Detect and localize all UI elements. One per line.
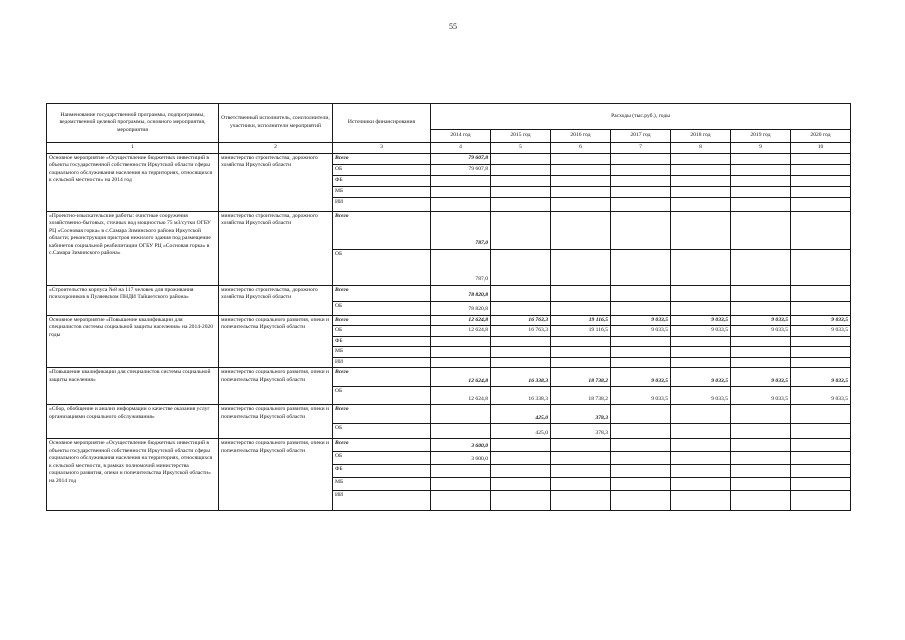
activity-name: «Повышение квалификации для специалистов системы социальной защиты населения» bbox=[47, 368, 219, 405]
funding-source: ФБ bbox=[333, 175, 431, 186]
amount-cell: 16 763,3 bbox=[491, 326, 551, 337]
amount-cell bbox=[731, 285, 791, 301]
table-row bbox=[47, 405, 851, 424]
amount-cell: 9 033,5 bbox=[671, 368, 731, 387]
amount-cell: 79 607,8 bbox=[431, 153, 491, 164]
amount-cell bbox=[611, 424, 671, 439]
amount-cell bbox=[671, 336, 731, 347]
amount-cell bbox=[731, 336, 791, 347]
amount-cell: 9 033,5 bbox=[611, 326, 671, 337]
header-expenses: Расходы (тыс.руб.), годы bbox=[431, 104, 851, 130]
column-index-4: 4 bbox=[431, 143, 491, 154]
amount-cell bbox=[491, 211, 551, 249]
amount-cell bbox=[551, 439, 611, 452]
amount-cell bbox=[791, 357, 851, 368]
amount-cell bbox=[791, 249, 851, 285]
amount-cell bbox=[671, 197, 731, 211]
amount-cell bbox=[791, 478, 851, 491]
amount-cell: 12 624,8 bbox=[431, 387, 491, 405]
funding-source: Всего bbox=[333, 405, 431, 424]
amount-cell bbox=[611, 347, 671, 358]
activity-name: Основное мероприятие «Осуществление бюджетных инвестиций в объекты государственной собственности Иркутской области сферы социального обслуживания населения на территориях, относящихся к сельской местности, в рамках полномочий министерства социального развития, опеки и попечительства Иркутской области» на 2014 год bbox=[47, 439, 219, 511]
funding-source: ОБ bbox=[333, 249, 431, 285]
amount-cell: 16 338,3 bbox=[491, 387, 551, 405]
amount-cell bbox=[671, 175, 731, 186]
amount-cell bbox=[431, 491, 491, 511]
amount-cell bbox=[551, 347, 611, 358]
amount-cell bbox=[491, 357, 551, 368]
amount-cell bbox=[671, 491, 731, 511]
table-body bbox=[47, 153, 851, 511]
executor: министерство строительства, дорожного хозяйства Иркутской области bbox=[219, 153, 333, 211]
table-row bbox=[47, 285, 851, 301]
column-index-row bbox=[47, 143, 851, 154]
amount-cell bbox=[431, 186, 491, 197]
amount-cell bbox=[791, 405, 851, 424]
amount-cell bbox=[551, 301, 611, 315]
amount-cell bbox=[671, 249, 731, 285]
amount-cell bbox=[791, 186, 851, 197]
amount-cell bbox=[671, 186, 731, 197]
amount-cell: 18 738,2 bbox=[551, 368, 611, 387]
amount-cell bbox=[731, 357, 791, 368]
column-index-8: 8 bbox=[671, 143, 731, 154]
amount-cell bbox=[671, 478, 731, 491]
activity-name: «Сбор, обобщение и анализ информации о качестве оказания услуг организациями социального обслуживания» bbox=[47, 405, 219, 439]
amount-cell: 9 033,5 bbox=[731, 368, 791, 387]
amount-cell: 9 033,5 bbox=[731, 326, 791, 337]
amount-cell bbox=[731, 211, 791, 249]
funding-source: ОБ bbox=[333, 387, 431, 405]
amount-cell bbox=[611, 465, 671, 478]
amount-cell bbox=[551, 211, 611, 249]
amount-cell bbox=[611, 357, 671, 368]
funding-source: ОБ bbox=[333, 452, 431, 465]
executor: министерство социального развития, опеки и попечительства Иркутской области bbox=[219, 405, 333, 439]
amount-cell: 9 033,5 bbox=[611, 315, 671, 326]
header-year-1: 2014 год bbox=[431, 130, 491, 143]
amount-cell bbox=[491, 249, 551, 285]
executor: министерство социального развития, опеки и попечительства Иркутской области bbox=[219, 439, 333, 511]
amount-cell: 16 338,3 bbox=[491, 368, 551, 387]
column-index-1: 1 bbox=[47, 143, 219, 154]
table-row bbox=[47, 211, 851, 249]
amount-cell: 9 033,5 bbox=[611, 387, 671, 405]
header-year-5: 2018 год bbox=[671, 130, 731, 143]
header-year-2: 2015 год bbox=[491, 130, 551, 143]
amount-cell: 12 624,8 bbox=[431, 315, 491, 326]
amount-cell bbox=[491, 478, 551, 491]
amount-cell bbox=[731, 164, 791, 175]
amount-cell bbox=[491, 186, 551, 197]
column-index-2: 2 bbox=[219, 143, 333, 154]
amount-cell bbox=[791, 164, 851, 175]
amount-cell: 19 116,5 bbox=[551, 326, 611, 337]
header-year-3: 2016 год bbox=[551, 130, 611, 143]
amount-cell bbox=[731, 439, 791, 452]
amount-cell bbox=[611, 175, 671, 186]
amount-cell bbox=[791, 197, 851, 211]
activity-name: Основное мероприятие «Осуществление бюджетных инвестиций в объекты государственной собственности Иркутской области сферы социального обслуживания населения на территориях, относящихся к сельской местности» на 2014 год bbox=[47, 153, 219, 211]
amount-cell bbox=[611, 285, 671, 301]
amount-cell bbox=[431, 465, 491, 478]
amount-cell bbox=[791, 175, 851, 186]
amount-cell bbox=[791, 347, 851, 358]
activity-name: «Проектно-изыскательские работы: очистные сооружения хозяйственно-бытовых, сточных вод мощностью 75 м3/сутки ОГБУ РЦ «Сосновая горка» в с.Самара Зиминского района Иркутской области; реконструкция пристроя нежилого здания под размещение кабинетов социальной реабилитации ОГБУ РЦ «Сосновая горка» в с.Самара Зиминского района» bbox=[47, 211, 219, 285]
amount-cell bbox=[731, 452, 791, 465]
amount-cell bbox=[491, 439, 551, 452]
funding-source: ИИ bbox=[333, 357, 431, 368]
table-row bbox=[47, 368, 851, 387]
amount-cell bbox=[671, 424, 731, 439]
amount-cell bbox=[671, 347, 731, 358]
amount-cell bbox=[431, 478, 491, 491]
header-year-4: 2017 год bbox=[611, 130, 671, 143]
header-year-6: 2019 год bbox=[731, 130, 791, 143]
funding-source: ИИ bbox=[333, 197, 431, 211]
amount-cell: 787,0 bbox=[431, 211, 491, 249]
amount-cell: 787,0 bbox=[431, 249, 491, 285]
amount-cell: 9 033,5 bbox=[731, 315, 791, 326]
funding-source: ФБ bbox=[333, 465, 431, 478]
header-row bbox=[47, 104, 851, 130]
amount-cell bbox=[671, 153, 731, 164]
amount-cell: 378,3 bbox=[551, 424, 611, 439]
amount-cell: 9 033,5 bbox=[671, 387, 731, 405]
amount-cell: 16 763,3 bbox=[491, 315, 551, 326]
amount-cell bbox=[791, 439, 851, 452]
amount-cell bbox=[671, 465, 731, 478]
amount-cell bbox=[731, 465, 791, 478]
amount-cell bbox=[551, 186, 611, 197]
funding-source: ОБ bbox=[333, 424, 431, 439]
amount-cell bbox=[611, 439, 671, 452]
amount-cell bbox=[791, 424, 851, 439]
amount-cell: 79 607,8 bbox=[431, 164, 491, 175]
activity-name: Основное мероприятие «Повышение квалификации для специалистов системы социальной защиты населения» на 2014-2020 годы bbox=[47, 315, 219, 368]
amount-cell bbox=[431, 197, 491, 211]
amount-cell bbox=[791, 491, 851, 511]
amount-cell bbox=[551, 249, 611, 285]
amount-cell: 12 624,8 bbox=[431, 368, 491, 387]
amount-cell bbox=[671, 452, 731, 465]
amount-cell bbox=[731, 301, 791, 315]
amount-cell bbox=[611, 153, 671, 164]
column-index-6: 6 bbox=[551, 143, 611, 154]
amount-cell bbox=[431, 357, 491, 368]
amount-cell: 78 820,8 bbox=[431, 285, 491, 301]
funding-source: Всего bbox=[333, 368, 431, 387]
page-number: 55 bbox=[449, 22, 457, 31]
amount-cell bbox=[491, 491, 551, 511]
table-row bbox=[47, 153, 851, 164]
amount-cell bbox=[611, 452, 671, 465]
amount-cell bbox=[491, 285, 551, 301]
column-index-10: 10 bbox=[791, 143, 851, 154]
amount-cell: 9 033,5 bbox=[731, 387, 791, 405]
amount-cell bbox=[551, 197, 611, 211]
executor: министерство строительства, дорожного хозяйства Иркутской области bbox=[219, 285, 333, 315]
amount-cell bbox=[491, 336, 551, 347]
amount-cell bbox=[551, 357, 611, 368]
amount-cell: 3 600,0 bbox=[431, 452, 491, 465]
funding-source: Всего bbox=[333, 315, 431, 326]
amount-cell bbox=[551, 175, 611, 186]
amount-cell bbox=[611, 478, 671, 491]
funding-source: МБ bbox=[333, 478, 431, 491]
amount-cell bbox=[611, 249, 671, 285]
amount-cell bbox=[431, 175, 491, 186]
amount-cell bbox=[551, 452, 611, 465]
amount-cell bbox=[551, 153, 611, 164]
header-executor: Ответственный исполнитель, соисполнители, участники, исполнители мероприятий bbox=[219, 104, 333, 143]
amount-cell bbox=[671, 164, 731, 175]
amount-cell bbox=[611, 211, 671, 249]
amount-cell bbox=[611, 301, 671, 315]
amount-cell bbox=[791, 301, 851, 315]
funding-source: ОБ bbox=[333, 326, 431, 337]
funding-source: ИИ bbox=[333, 491, 431, 511]
table-row bbox=[47, 439, 851, 452]
funding-source: ОБ bbox=[333, 164, 431, 175]
amount-cell bbox=[791, 285, 851, 301]
column-index-7: 7 bbox=[611, 143, 671, 154]
amount-cell bbox=[731, 249, 791, 285]
header-source: Источники финансирования bbox=[333, 104, 431, 143]
funding-source: МБ bbox=[333, 347, 431, 358]
amount-cell bbox=[611, 336, 671, 347]
funding-source: МБ bbox=[333, 186, 431, 197]
amount-cell bbox=[431, 347, 491, 358]
amount-cell bbox=[491, 197, 551, 211]
amount-cell bbox=[551, 478, 611, 491]
amount-cell: 3 600,0 bbox=[431, 439, 491, 452]
table-row bbox=[47, 315, 851, 326]
amount-cell bbox=[431, 424, 491, 439]
funding-source: Всего bbox=[333, 285, 431, 301]
amount-cell bbox=[431, 405, 491, 424]
amount-cell bbox=[791, 452, 851, 465]
amount-cell bbox=[491, 153, 551, 164]
amount-cell bbox=[731, 491, 791, 511]
amount-cell bbox=[671, 301, 731, 315]
amount-cell bbox=[491, 347, 551, 358]
amount-cell: 9 033,5 bbox=[791, 368, 851, 387]
amount-cell: 19 116,5 bbox=[551, 315, 611, 326]
amount-cell bbox=[731, 478, 791, 491]
amount-cell: 9 033,5 bbox=[791, 387, 851, 405]
amount-cell: 9 033,5 bbox=[611, 368, 671, 387]
amount-cell: 9 033,5 bbox=[791, 315, 851, 326]
amount-cell bbox=[491, 301, 551, 315]
funding-source: ОБ bbox=[333, 301, 431, 315]
expenditure-table bbox=[46, 103, 851, 511]
amount-cell bbox=[671, 211, 731, 249]
executor: министерство социального развития, опеки и попечительства Иркутской области bbox=[219, 368, 333, 405]
amount-cell bbox=[731, 197, 791, 211]
header-year-7: 2020 год bbox=[791, 130, 851, 143]
amount-cell: 9 033,5 bbox=[671, 326, 731, 337]
executor: министерство социального развития, опеки и попечительства Иркутской области bbox=[219, 315, 333, 368]
funding-source: ФБ bbox=[333, 336, 431, 347]
amount-cell bbox=[551, 336, 611, 347]
amount-cell: 378,3 bbox=[551, 405, 611, 424]
amount-cell bbox=[551, 491, 611, 511]
amount-cell bbox=[431, 336, 491, 347]
amount-cell bbox=[551, 285, 611, 301]
column-index-9: 9 bbox=[731, 143, 791, 154]
amount-cell bbox=[611, 164, 671, 175]
activity-name: «Строительство корпуса №8 на 117 человек для проживания психохроников в Пуляевском ПНДИ Тайшетского района» bbox=[47, 285, 219, 315]
header-name: Наименование государственной программы, подпрограммы, ведомственной целевой программы, основного мероприятия, мероприятия bbox=[47, 104, 219, 143]
funding-source: Всего bbox=[333, 153, 431, 164]
funding-source: Всего bbox=[333, 439, 431, 452]
amount-cell bbox=[611, 186, 671, 197]
amount-cell bbox=[731, 186, 791, 197]
amount-cell bbox=[551, 465, 611, 478]
amount-cell: 12 624,8 bbox=[431, 326, 491, 337]
amount-cell bbox=[791, 153, 851, 164]
amount-cell: 9 033,5 bbox=[791, 326, 851, 337]
amount-cell bbox=[731, 347, 791, 358]
amount-cell: 425,0 bbox=[491, 405, 551, 424]
column-index-5: 5 bbox=[491, 143, 551, 154]
amount-cell bbox=[671, 285, 731, 301]
amount-cell bbox=[791, 211, 851, 249]
amount-cell bbox=[551, 164, 611, 175]
amount-cell bbox=[671, 405, 731, 424]
amount-cell bbox=[731, 405, 791, 424]
amount-cell bbox=[731, 153, 791, 164]
amount-cell bbox=[491, 452, 551, 465]
executor: министерство строительства, дорожного хозяйства Иркутской области bbox=[219, 211, 333, 285]
amount-cell: 425,0 bbox=[491, 424, 551, 439]
amount-cell bbox=[491, 164, 551, 175]
column-index-3: 3 bbox=[333, 143, 431, 154]
amount-cell: 9 033,5 bbox=[671, 315, 731, 326]
amount-cell bbox=[611, 405, 671, 424]
amount-cell bbox=[791, 336, 851, 347]
amount-cell bbox=[611, 197, 671, 211]
amount-cell bbox=[671, 439, 731, 452]
amount-cell bbox=[791, 465, 851, 478]
amount-cell: 18 738,2 bbox=[551, 387, 611, 405]
amount-cell bbox=[731, 175, 791, 186]
amount-cell bbox=[611, 491, 671, 511]
amount-cell: 78 820,8 bbox=[431, 301, 491, 315]
funding-source: Всего bbox=[333, 211, 431, 249]
amount-cell bbox=[731, 424, 791, 439]
amount-cell bbox=[491, 175, 551, 186]
amount-cell bbox=[671, 357, 731, 368]
amount-cell bbox=[491, 465, 551, 478]
